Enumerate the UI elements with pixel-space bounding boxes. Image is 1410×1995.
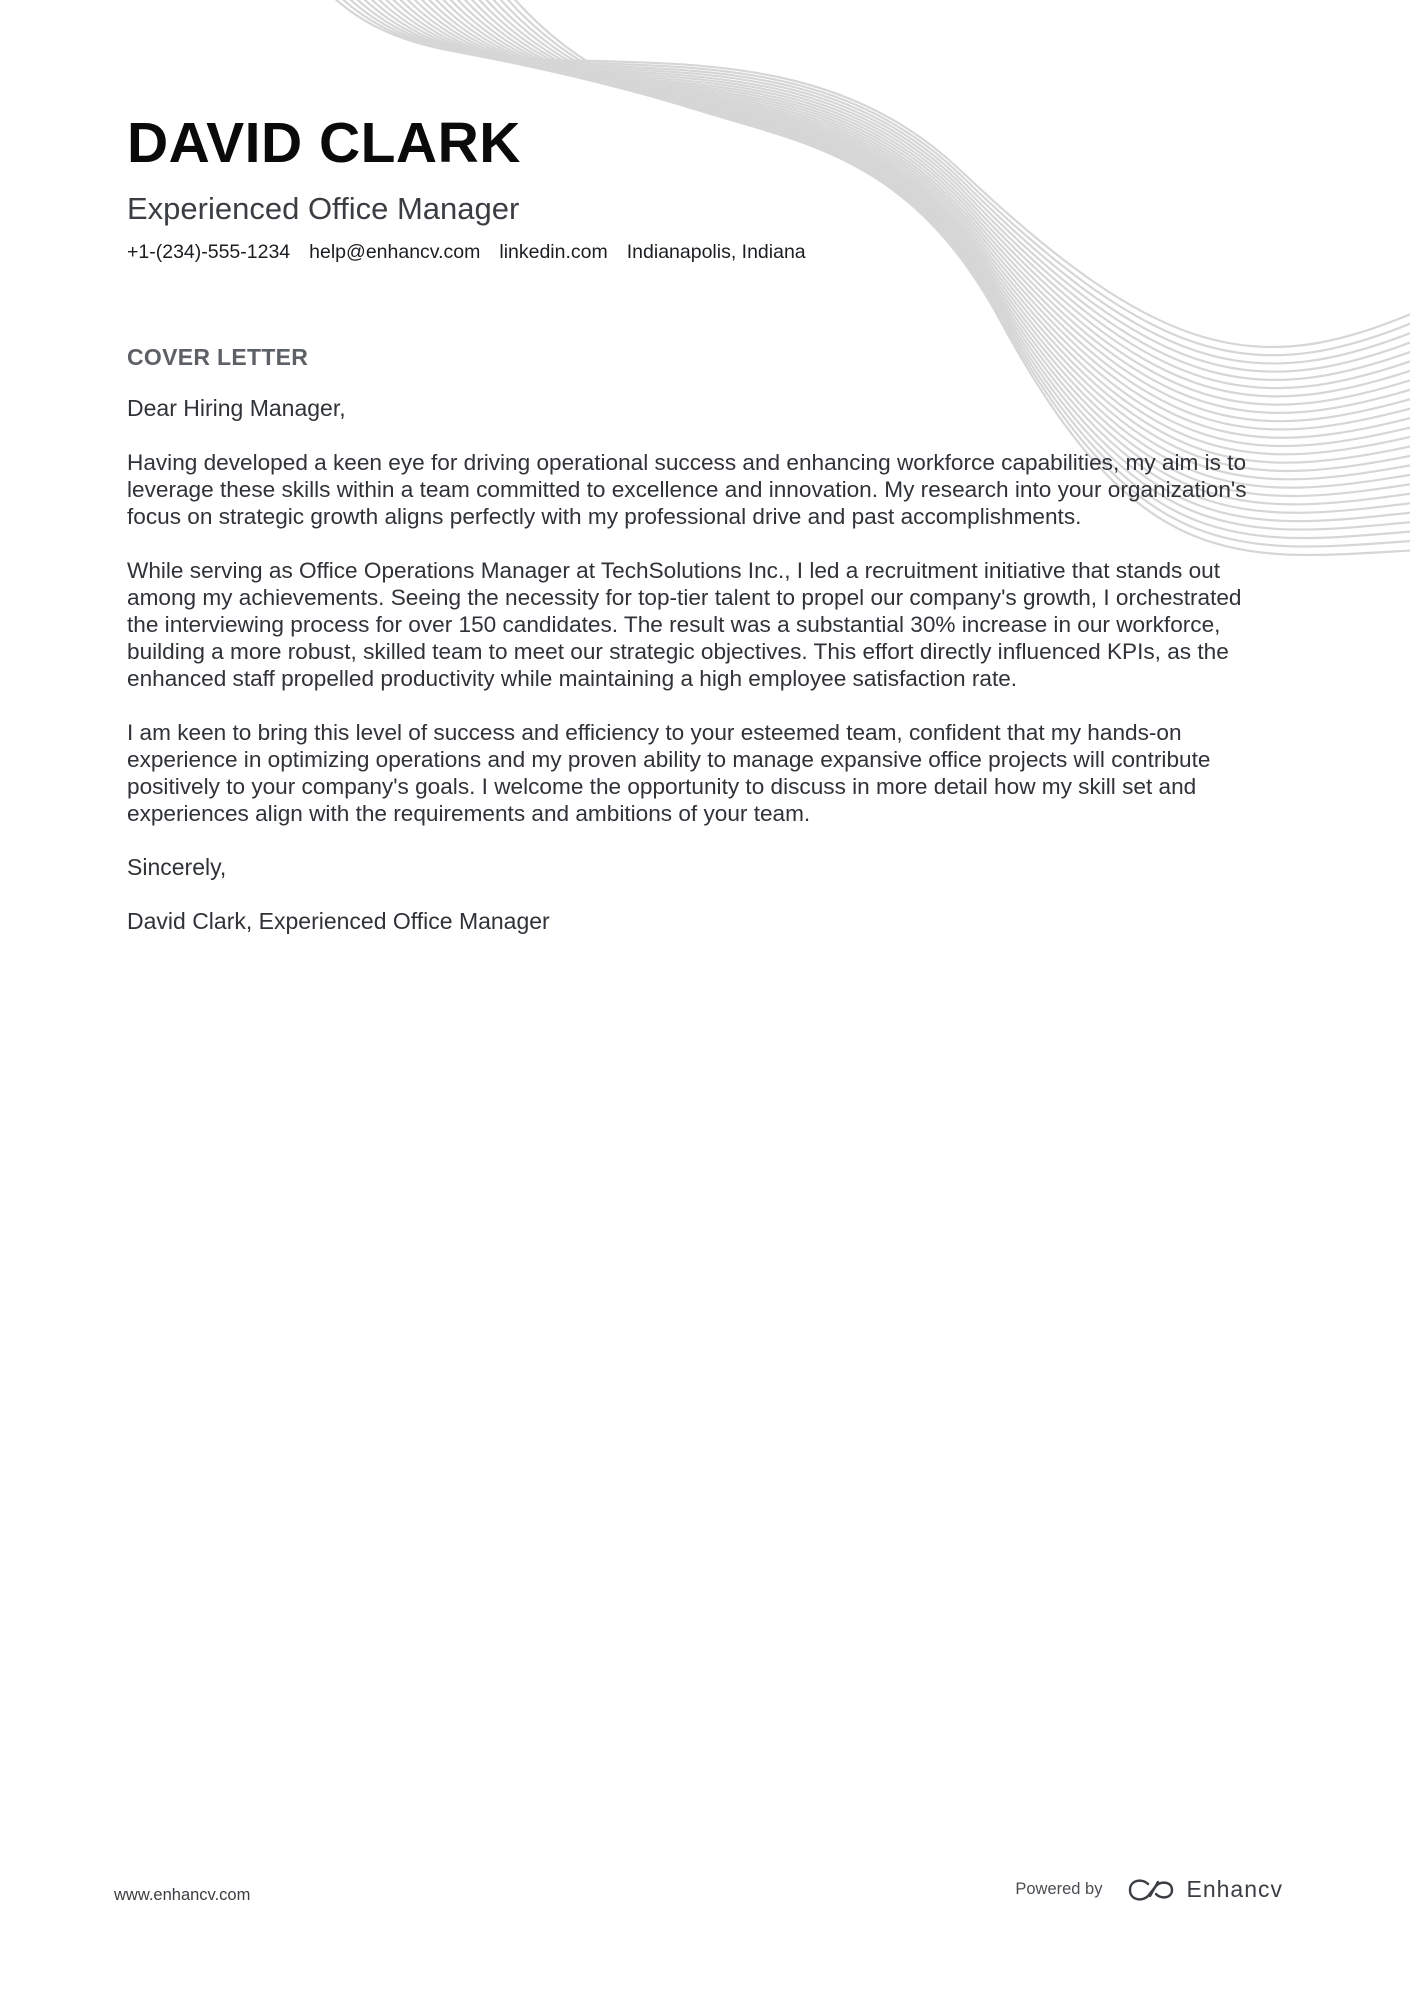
phone-number: +1-(234)-555-1234 xyxy=(127,241,291,263)
footer-branding xyxy=(1015,1876,1283,1903)
brand-logo[interactable] xyxy=(1128,1876,1283,1903)
enhancv-logo-icon xyxy=(1128,1878,1174,1902)
email-link[interactable]: help@enhancv.com xyxy=(309,241,481,263)
letter-paragraph-2: While serving as Office Operations Manager at TechSolutions Inc., I led a recruitment initiative that stands out among my achievements. Seeing the necessity for top-tier talent to propel our company's growth, I orchestrated the interviewing process for over 150 candidates. The result was a substantial 30% increase in our workforce, building a more robust, skilled team to meet our strategic objectives. This effort directly influenced KPIs, as the enhanced staff propelled productivity while maintaining a high employee satisfaction rate. xyxy=(127,558,1242,691)
resume-header xyxy=(127,110,1277,265)
closing: Sincerely, xyxy=(127,854,227,880)
section-heading: COVER LETTER xyxy=(127,344,309,370)
linkedin-link[interactable]: linkedin.com xyxy=(499,241,608,263)
candidate-name: DAVID CLARK xyxy=(127,111,521,175)
cover-letter-body xyxy=(127,342,1277,935)
salutation: Dear Hiring Manager, xyxy=(127,395,346,421)
location: Indianapolis, Indiana xyxy=(626,241,806,263)
letter-paragraph-1: Having developed a keen eye for driving operational success and enhancing workforce capabilities, my aim is to leverage these skills within a team committed to excellence and innovation. My research into your organization's focus on strategic growth aligns perfectly with my professional drive and past accomplishments. xyxy=(127,450,1247,529)
brand-name: Enhancv xyxy=(1186,1876,1283,1902)
powered-by-label: Powered by xyxy=(1015,1880,1103,1898)
footer-website[interactable]: www.enhancv.com xyxy=(114,1886,251,1904)
letter-paragraph-3: I am keen to bring this level of success and efficiency to your esteemed team, confident that my hands-on experience in optimizing operations and my proven ability to manage expansive office projects will contribute positively to your company's goals. I welcome the opportunity to discuss in more detail how my skill set and experiences align with the requirements and ambitions of your team. xyxy=(127,720,1211,826)
contact-info xyxy=(127,239,1277,265)
signature: David Clark, Experienced Office Manager xyxy=(127,908,550,934)
candidate-title: Experienced Office Manager xyxy=(127,191,520,226)
